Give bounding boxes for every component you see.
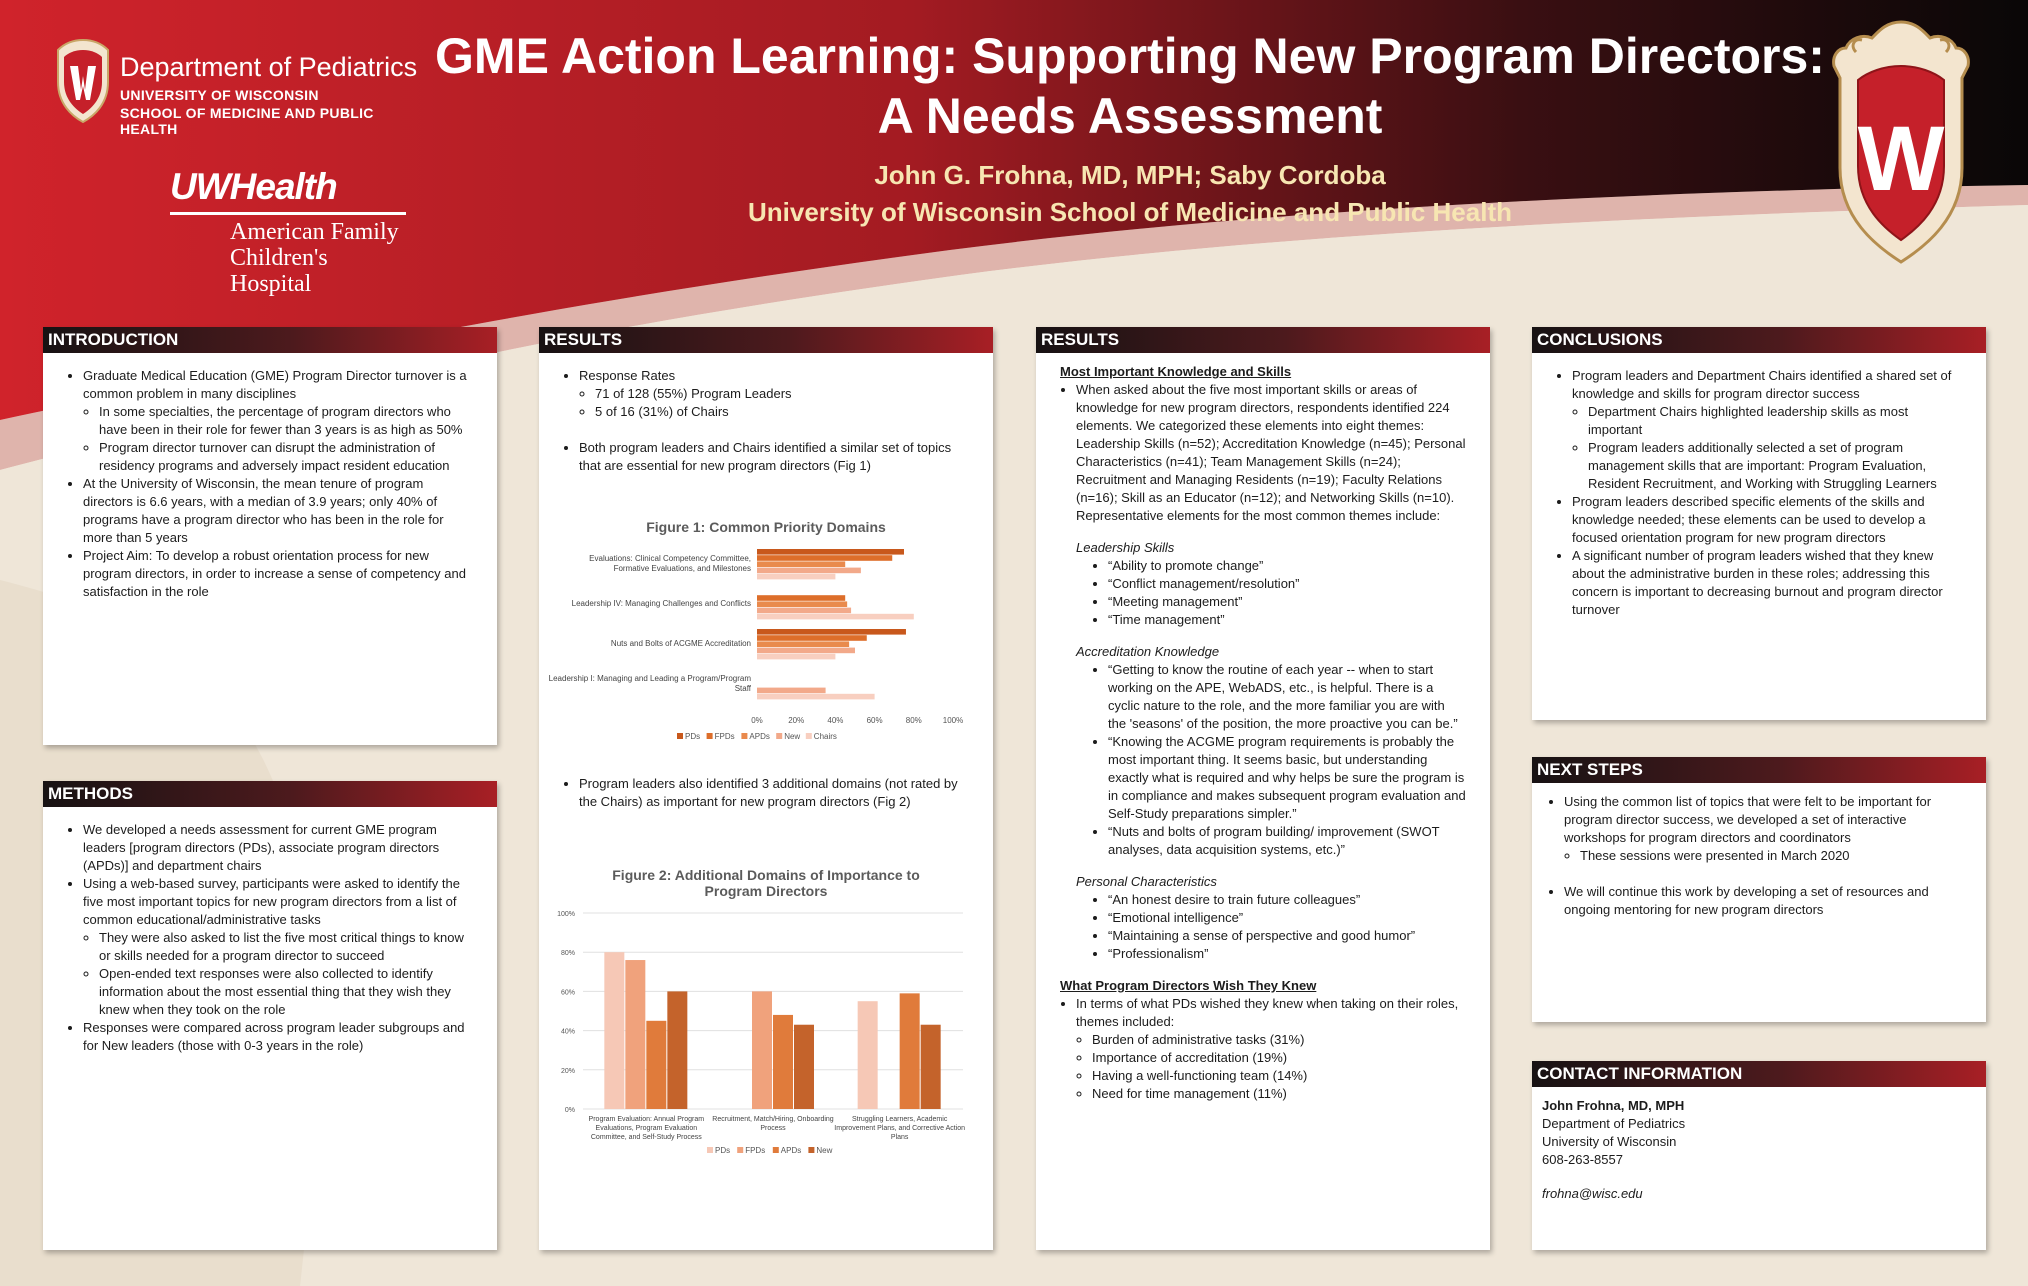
list-item: ◦ Program director turnover can disrupt the administration of residency programs and adversely impact resident education bbox=[99, 439, 473, 475]
figure-1-title: Figure 1: Common Priority Domains bbox=[646, 519, 886, 535]
hospital-name-line2: Children's Hospital bbox=[230, 245, 328, 297]
list-item: • When asked about the five most important skills or areas of knowledge for new program directors, respondents identified 224 elements. We categorized these elements into eight themes: Leadership Skills (n=52); Accreditation Knowledge (n=45); Personal Characteristics (n=41); Team Management Skills (n=24); Recruitment and Managing Residents (n=19); Faculty Relations (n=16); Skill as an Educator (n=12); and Networking Skills (n=10). Representative elements for the most common themes include: bbox=[1076, 381, 1466, 525]
department-university: UNIVERSITY OF WISCONSIN bbox=[120, 87, 319, 103]
list-item: • Using a web-based survey, participants were asked to identify the five most important topics for new program directors from a list of common educational/administrative tasks bbox=[83, 875, 473, 929]
uw-health-logo bbox=[170, 166, 410, 297]
department-school: SCHOOL OF MEDICINE AND PUBLIC HEALTH bbox=[120, 105, 374, 137]
fig1-legend-swatch bbox=[776, 733, 782, 739]
accreditation-knowledge-list bbox=[1092, 661, 1466, 859]
fig1-bar-chairs bbox=[757, 694, 875, 700]
contact-university: University of Wisconsin bbox=[1542, 1134, 1677, 1149]
poster-authors: John G. Frohna, MD, MPH; Saby Cordoba bbox=[874, 160, 1386, 190]
results-panel-1 bbox=[539, 327, 993, 1250]
poster-title-line2: A Needs Assessment bbox=[877, 88, 1383, 144]
fig1-tick-label: 100% bbox=[942, 716, 964, 725]
list-item: • Project Aim: To develop a robust orientation process for new program directors, in order to increase a sense of competency and satisfaction in the role bbox=[83, 547, 473, 601]
knowledge-skills-heading: Most Important Knowledge and Skills bbox=[1060, 364, 1292, 379]
list-item: • Responses were compared across program leader subgroups and for New leaders (those with 0-3 years in the role) bbox=[83, 1019, 473, 1055]
personal-characteristics-heading: Personal Characteristics bbox=[1076, 874, 1217, 889]
fig1-tick-label: 60% bbox=[866, 716, 883, 725]
fig1-category-label: Staff bbox=[734, 684, 751, 693]
figure-1 bbox=[539, 519, 993, 770]
fig2-legend-label: PDs bbox=[715, 1146, 731, 1155]
fig1-bar-new bbox=[757, 648, 855, 654]
fig1-category-label: Leadership IV: Managing Challenges and Conflicts bbox=[571, 599, 751, 608]
hospital-name-line1: American Family bbox=[230, 219, 399, 245]
fig1-bar-chairs bbox=[757, 654, 835, 660]
figure-2-chart bbox=[539, 899, 993, 1179]
list-item: ◦ Need for time management (11%) bbox=[1092, 1085, 1466, 1103]
contact-body bbox=[1532, 1087, 1986, 1213]
next-steps-panel bbox=[1532, 757, 1986, 1022]
list-item: • “Nuts and bolts of program building/ improvement (SWOT analyses, data acquisition systems, etc.)” bbox=[1108, 823, 1466, 859]
results-heading-2: RESULTS bbox=[1036, 327, 1490, 353]
contact-heading: CONTACT INFORMATION bbox=[1532, 1061, 1986, 1087]
list-item: • “Professionalism” bbox=[1108, 945, 1466, 963]
personal-characteristics-list bbox=[1092, 891, 1466, 963]
fig2-category-label: Plans bbox=[890, 1134, 909, 1141]
list-item: • Graduate Medical Education (GME) Program Director turnover is a common problem in many disciplines bbox=[83, 367, 473, 403]
fig2-bar-new bbox=[921, 1025, 941, 1109]
contact-panel bbox=[1532, 1061, 1986, 1250]
fig2-legend-label: FPDs bbox=[745, 1146, 766, 1155]
fig1-bar-chairs bbox=[757, 574, 835, 580]
fig2-category-label: Struggling Learners, Academic bbox=[851, 1116, 948, 1123]
list-item: • A significant number of program leaders wished that they knew about the administrative burden in these roles; addressing this concern is important to decreasing burnout and program director turnover bbox=[1572, 547, 1962, 619]
fig1-bar-apds bbox=[757, 641, 849, 647]
methods-panel bbox=[43, 781, 497, 1250]
list-item: • “Getting to know the routine of each year -- when to start working on the APE, WebADS, etc., is helpful. There is a cyclic nature to the role, and the more familiar you are with the 'seasons' of the position, the more proactive you can be.” bbox=[1108, 661, 1466, 733]
list-item: • “Maintaining a sense of perspective and good humor” bbox=[1108, 927, 1466, 945]
fig1-bar-fpds bbox=[757, 595, 845, 601]
results-heading-1: RESULTS bbox=[539, 327, 993, 353]
fig2-category-label: Recruitment, Match/Hiring, Onboarding bbox=[712, 1116, 834, 1123]
fig1-tick-label: 20% bbox=[788, 716, 805, 725]
fig1-category-label: Nuts and Bolts of ACGME Accreditation bbox=[610, 639, 751, 648]
fig1-category-label: Evaluations: Clinical Competency Committee, bbox=[589, 554, 751, 563]
conclusions-panel bbox=[1532, 327, 1986, 720]
list-item: • “Time management” bbox=[1108, 611, 1466, 629]
fig1-category-label: Formative Evaluations, and Milestones bbox=[613, 564, 751, 573]
fig1-tick-label: 80% bbox=[905, 716, 922, 725]
fig1-legend-swatch bbox=[741, 733, 747, 739]
fig1-legend-label: PDs bbox=[685, 732, 701, 741]
figure-2-title-line1: Figure 2: Additional Domains of Importance to bbox=[612, 867, 920, 883]
contact-department: Department of Pediatrics bbox=[1542, 1116, 1686, 1131]
fig2-bar-apds bbox=[646, 1021, 666, 1109]
list-item: • Program leaders also identified 3 additional domains (not rated by the Chairs) as important for new program directors (Fig 2) bbox=[579, 775, 973, 811]
results-fig2-intro bbox=[563, 775, 973, 811]
crest-letter: W bbox=[1857, 108, 1945, 210]
fig1-tick-label: 40% bbox=[827, 716, 844, 725]
fig2-bar-apds bbox=[900, 993, 920, 1109]
fig2-legend-label: APDs bbox=[780, 1146, 802, 1155]
fig2-tick-label: 40% bbox=[560, 1028, 575, 1036]
fig2-legend-swatch bbox=[737, 1147, 743, 1153]
list-item: • At the University of Wisconsin, the mean tenure of program directors is 6.6 years, with a median of 3.9 years; only 40% of programs have a program director who has been in the role for more than 5 years bbox=[83, 475, 473, 547]
leadership-skills-heading: Leadership Skills bbox=[1076, 540, 1175, 555]
list-item: ◦ These sessions were presented in March 2020 bbox=[1580, 847, 1962, 865]
fig1-bar-new bbox=[757, 568, 861, 574]
fig2-bar-apds bbox=[773, 1015, 793, 1109]
list-item: • “Ability to promote change” bbox=[1108, 557, 1466, 575]
fig1-legend-swatch bbox=[806, 733, 812, 739]
fig2-legend-swatch bbox=[773, 1147, 779, 1153]
fig1-legend-label: New bbox=[784, 732, 801, 741]
fig1-bar-pds bbox=[757, 629, 906, 635]
uw-crest-icon bbox=[52, 38, 114, 124]
large-crest-icon bbox=[1826, 18, 1976, 268]
fig1-bar-apds bbox=[757, 601, 847, 607]
list-item: • Both program leaders and Chairs identified a similar set of topics that are essential for new program directors (Fig 1) bbox=[579, 439, 969, 475]
list-item: ◦ Importance of accreditation (19%) bbox=[1092, 1049, 1466, 1067]
list-item: ◦ Burden of administrative tasks (31%) bbox=[1092, 1031, 1466, 1049]
conclusions-heading: CONCLUSIONS bbox=[1532, 327, 1986, 353]
fig2-tick-label: 80% bbox=[560, 950, 575, 958]
fig1-bar-pds bbox=[757, 549, 904, 555]
fig2-bar-new bbox=[794, 1025, 814, 1109]
methods-body bbox=[43, 807, 497, 1065]
fig1-bar-fpds bbox=[757, 555, 892, 561]
results-panel-2 bbox=[1036, 327, 1490, 1250]
fig1-bar-new bbox=[757, 688, 826, 694]
fig2-legend-swatch bbox=[707, 1147, 713, 1153]
list-item: ◦ Department Chairs highlighted leadership skills as most important bbox=[1588, 403, 1962, 439]
list-item: • “Knowing the ACGME program requirements is probably the most important thing. It seems basic, but understanding exactly what is required and why helps be sure the program is in compliance and makes subsequent program evaluation and Self-Study preparations simpler.” bbox=[1108, 733, 1466, 823]
list-item: • “Conflict management/resolution” bbox=[1108, 575, 1466, 593]
leadership-skills-list bbox=[1092, 557, 1466, 629]
list-item: ◦ Open-ended text responses were also collected to identify information about the most essential thing that they wish they knew when they took on the role bbox=[99, 965, 473, 1019]
fig1-legend-swatch bbox=[677, 733, 683, 739]
figure-2-title-line2: Program Directors bbox=[704, 883, 828, 899]
wish-they-knew-heading: What Program Directors Wish They Knew bbox=[1060, 978, 1317, 993]
list-item: ◦ Program leaders additionally selected a set of program management skills that are important: Program Evaluation, Resident Recruitment, and Working with Struggling Learners bbox=[1588, 439, 1962, 493]
fig1-category-label: Leadership I: Managing and Leading a Program/Program bbox=[548, 674, 751, 683]
fig2-category-label: Committee, and Self-Study Process bbox=[590, 1134, 702, 1141]
list-item: ◦ Having a well-functioning team (14%) bbox=[1092, 1067, 1466, 1085]
fig2-tick-label: 20% bbox=[560, 1067, 575, 1075]
next-steps-heading: NEXT STEPS bbox=[1532, 757, 1986, 783]
introduction-body bbox=[43, 353, 497, 611]
conclusions-body bbox=[1532, 353, 1986, 629]
contact-email[interactable]: frohna@wisc.edu bbox=[1542, 1186, 1643, 1201]
list-item: • Response Rates bbox=[579, 367, 969, 385]
fig1-legend-label: Chairs bbox=[813, 732, 837, 741]
list-item: ◦ 71 of 128 (55%) Program Leaders bbox=[595, 385, 969, 403]
poster-institution: University of Wisconsin School of Medicine and Public Health bbox=[748, 197, 1512, 227]
introduction-heading: INTRODUCTION bbox=[43, 327, 497, 353]
fig2-bar-fpds bbox=[625, 960, 645, 1109]
figure-2 bbox=[539, 867, 993, 1184]
fig2-bar-fpds bbox=[752, 991, 772, 1109]
department-logo bbox=[48, 32, 428, 137]
next-steps-body bbox=[1532, 783, 1986, 929]
list-item: • Program leaders described specific elements of the skills and knowledge needed; these elements can be used to develop a focused orientation program for new program directors bbox=[1572, 493, 1962, 547]
uw-health-title: UWHealth bbox=[170, 166, 406, 215]
department-name: Department of Pediatrics bbox=[120, 52, 418, 82]
fig1-bar-fpds bbox=[757, 635, 867, 641]
fig1-legend-swatch bbox=[707, 733, 713, 739]
list-item: • Using the common list of topics that were felt to be important for program director success, we developed a set of interactive workshops for program directors and coordinators bbox=[1564, 793, 1962, 847]
list-item: • In terms of what PDs wished they knew when taking on their roles, themes included: bbox=[1076, 995, 1466, 1031]
fig2-legend-label: New bbox=[816, 1146, 833, 1155]
contact-phone: 608-263-8557 bbox=[1542, 1152, 1623, 1167]
fig2-tick-label: 0% bbox=[564, 1107, 575, 1114]
fig2-category-label: Improvement Plans, and Corrective Action bbox=[834, 1125, 966, 1132]
fig1-bar-apds bbox=[757, 561, 845, 567]
fig1-legend-label: APDs bbox=[749, 732, 770, 741]
fig1-legend-label: FPDs bbox=[714, 732, 735, 741]
fig2-category-label: Program Evaluation: Annual Program bbox=[588, 1116, 705, 1123]
fig2-category-label: Process bbox=[760, 1125, 786, 1132]
fig2-bar-pds bbox=[604, 952, 624, 1109]
fig2-bar-pds bbox=[858, 1001, 878, 1109]
fig2-category-label: Evaluations, Program Evaluation bbox=[595, 1125, 698, 1132]
contact-name: John Frohna, MD, MPH bbox=[1542, 1098, 1685, 1113]
poster-title-block bbox=[420, 26, 1840, 228]
figure-1-chart bbox=[539, 535, 993, 765]
fig2-tick-label: 60% bbox=[560, 989, 575, 997]
fig1-tick-label: 0% bbox=[751, 716, 763, 725]
list-item: • “Meeting management” bbox=[1108, 593, 1466, 611]
fig1-bar-chairs bbox=[757, 614, 914, 620]
accreditation-knowledge-heading: Accreditation Knowledge bbox=[1076, 644, 1220, 659]
list-item: • Program leaders and Department Chairs identified a shared set of knowledge and skills for program director success bbox=[1572, 367, 1962, 403]
results-body-2 bbox=[1036, 353, 1490, 1113]
introduction-panel bbox=[43, 327, 497, 745]
fig2-bar-new bbox=[667, 991, 687, 1109]
results-body-1 bbox=[539, 353, 993, 485]
list-item: • We will continue this work by developing a set of resources and ongoing mentoring for new program directors bbox=[1564, 883, 1962, 919]
fig1-bar-new bbox=[757, 608, 851, 614]
list-item: ◦ In some specialties, the percentage of program directors who have been in their role for fewer than 3 years is as high as 50% bbox=[99, 403, 473, 439]
list-item: • “Emotional intelligence” bbox=[1108, 909, 1466, 927]
list-item: ◦ 5 of 16 (31%) of Chairs bbox=[595, 403, 969, 421]
methods-heading: METHODS bbox=[43, 781, 497, 807]
poster-title-line1: GME Action Learning: Supporting New Program Directors: bbox=[435, 28, 1825, 84]
fig2-tick-label: 100% bbox=[557, 911, 575, 918]
list-item: • “An honest desire to train future colleagues” bbox=[1108, 891, 1466, 909]
fig2-legend-swatch bbox=[808, 1147, 814, 1153]
list-item: ◦ They were also asked to list the five most critical things to know or skills needed for a program director to succeed bbox=[99, 929, 473, 965]
list-item: • We developed a needs assessment for current GME program leaders [program directors (PDs), associate program directors (APDs)] and department chairs bbox=[83, 821, 473, 875]
